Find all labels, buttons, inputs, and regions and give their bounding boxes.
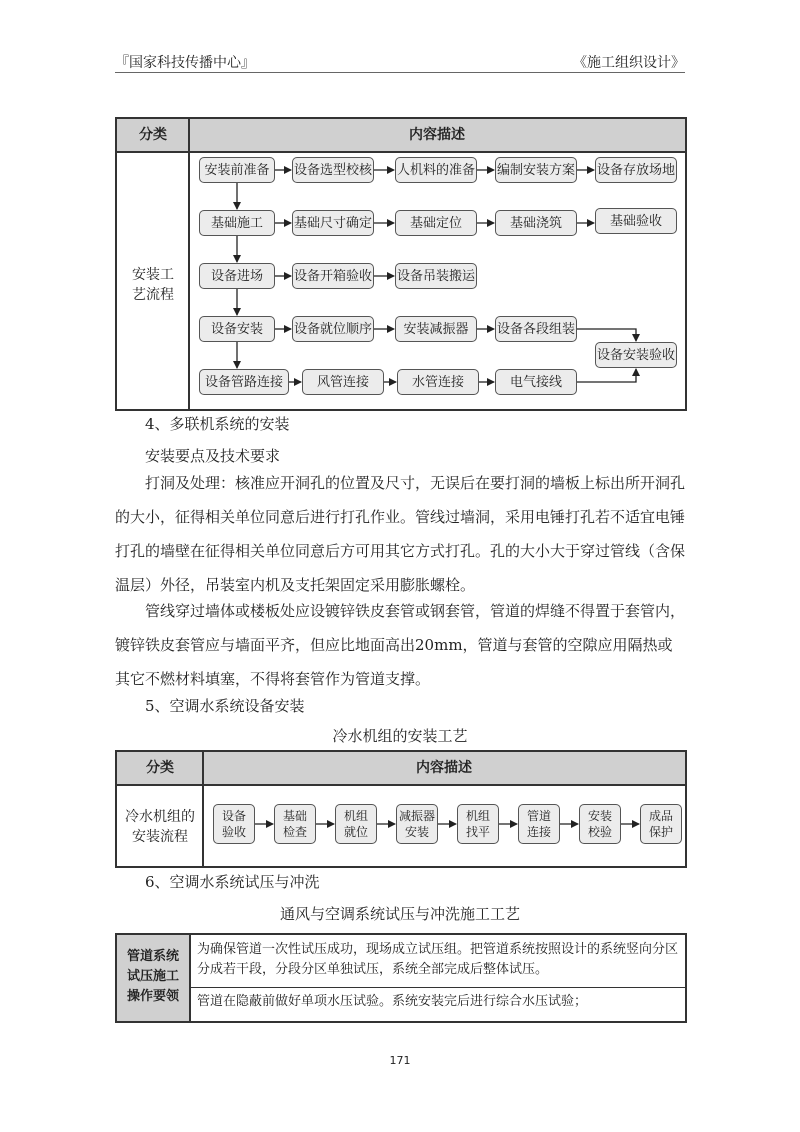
chiller-step (518, 804, 560, 844)
chiller-step-label: 基础 (282, 809, 307, 823)
flow-step: 水管连接 (397, 369, 479, 395)
flow-step: 安装前准备 (199, 157, 275, 183)
row-divider (189, 987, 685, 988)
category-text-line-3: 操作要领 (126, 989, 179, 1004)
chiller-step-label: 就位 (343, 825, 368, 839)
table2-caption: 冷水机组的安装工艺 (332, 727, 468, 745)
flow-step: 安装减振器 (395, 316, 477, 342)
flow-step: 设备存放场地 (595, 157, 677, 183)
chiller-step-label: 验收 (221, 825, 246, 839)
chiller-step (213, 804, 255, 844)
chiller-step-label: 机组 (343, 809, 368, 823)
chiller-step-label: 成品 (648, 809, 673, 823)
chiller-step-label: 安装 (404, 825, 429, 839)
flow-step: 基础验收 (595, 208, 677, 234)
header-right: 《施工组织设计》 (573, 55, 685, 71)
chiller-step (396, 804, 438, 844)
section6-heading: 6、空调水系统试压与冲洗 (145, 873, 320, 891)
chiller-step-label: 管道 (526, 809, 551, 823)
col-category-header: 分类 (146, 760, 174, 776)
flow-step: 设备进场 (199, 263, 275, 289)
page-number: 171 (389, 1054, 411, 1067)
table3-caption: 通风与空调系统试压与冲洗施工工艺 (279, 905, 520, 923)
flow-step: 设备各段组装 (495, 316, 577, 342)
chiller-step (579, 804, 621, 844)
chiller-step-label: 设备 (221, 809, 246, 823)
flow-step: 设备管路连接 (199, 369, 289, 395)
chiller-step (335, 804, 377, 844)
flow-step: 人机料的准备 (395, 157, 477, 183)
flow-step: 编制安装方案 (495, 157, 577, 183)
section4-paragraph-2: 管线穿过墙体或楼板处应设镀锌铁皮套管或钢套管，管道的焊缝不得置于套管内，镀锌铁皮套管应与墙面平齐，但应比地面高出20mm，管道与套管的空隙应用隔热或其它不燃材料填塞，不得将套管作为管道支撑。 (115, 602, 686, 688)
flow-step: 电气接线 (495, 369, 577, 395)
category-text (117, 947, 189, 1007)
category-cell (117, 265, 189, 305)
category-text: 安装工艺流程 (132, 267, 174, 303)
chiller-step (640, 804, 682, 844)
chiller-step (457, 804, 499, 844)
chiller-process-table (115, 750, 687, 868)
pressure-test-table (115, 933, 687, 1023)
flow-step: 风管连接 (302, 369, 384, 395)
section4-subheading: 安装要点及技术要求 (145, 447, 281, 465)
flow-step: 基础尺寸确定 (292, 210, 374, 236)
category-text-line-2: 安装流程 (132, 829, 188, 845)
chiller-step (274, 804, 316, 844)
section4-heading: 4、多联机系统的安装 (145, 415, 290, 433)
flow-step: 设备开箱验收 (292, 263, 374, 289)
flow-step: 设备安装 (199, 316, 275, 342)
header-left: 『国家科技传播中心』 (115, 55, 255, 71)
col-description-header: 内容描述 (416, 760, 472, 776)
header-divider (115, 72, 685, 73)
chiller-step-label: 检查 (282, 825, 307, 839)
chiller-step-label: 安装 (587, 809, 612, 823)
chiller-step-label: 校验 (587, 825, 612, 839)
table3-row-2: 管道在隐蔽前做好单项水压试验。系统安装完后进行综合水压试验； (197, 994, 588, 1009)
flow-step: 基础浇筑 (495, 210, 577, 236)
category-text-line-1: 冷水机组的 (125, 809, 195, 825)
install-process-table (115, 117, 687, 411)
column-divider (188, 119, 190, 409)
chiller-step-label: 保护 (648, 825, 673, 839)
flow-step: 基础施工 (199, 210, 275, 236)
flow-step: 基础定位 (395, 210, 477, 236)
flow-step-final: 设备安装验收 (595, 342, 677, 368)
section4-paragraph-1: 打洞及处理：核准应开洞孔的位置及尺寸，无误后在要打洞的墙板上标出所开洞孔的大小，征得相关单位同意后进行打孔作业。管线过墙洞，采用电锤打孔若不适宜电锤打孔的墙壁在征得相关单位同意后方可用其它方式打孔。孔的大小大于穿过管线（含保温层）外径，吊装室内机及支托架固定采用膨胀螺栓。 (115, 474, 686, 594)
category-text-line-2: 试压施工 (126, 969, 179, 984)
category-text-line-1: 管道系统 (126, 949, 179, 964)
section5-heading: 5、空调水系统设备安装 (145, 697, 305, 715)
column-divider (189, 935, 191, 1021)
chiller-step-label: 连接 (526, 825, 551, 839)
flow-step: 设备选型校核 (292, 157, 374, 183)
col-category-header: 分类 (139, 127, 167, 143)
col-description-header: 内容描述 (409, 127, 465, 143)
flow-step: 设备吊装搬运 (395, 263, 477, 289)
category-cell (117, 807, 203, 847)
table3-row-1: 为确保管道一次性试压成功，现场成立试压组。把管道系统按照设计的系统竖向分区分成若干段，分段分区单独试压，系统全部完成后整体试压。 (197, 942, 679, 977)
chiller-step-label: 减振器 (398, 809, 435, 823)
chiller-step-label: 找平 (465, 825, 490, 839)
chiller-step-label: 机组 (465, 809, 490, 823)
flow-step: 设备就位顺序 (292, 316, 374, 342)
